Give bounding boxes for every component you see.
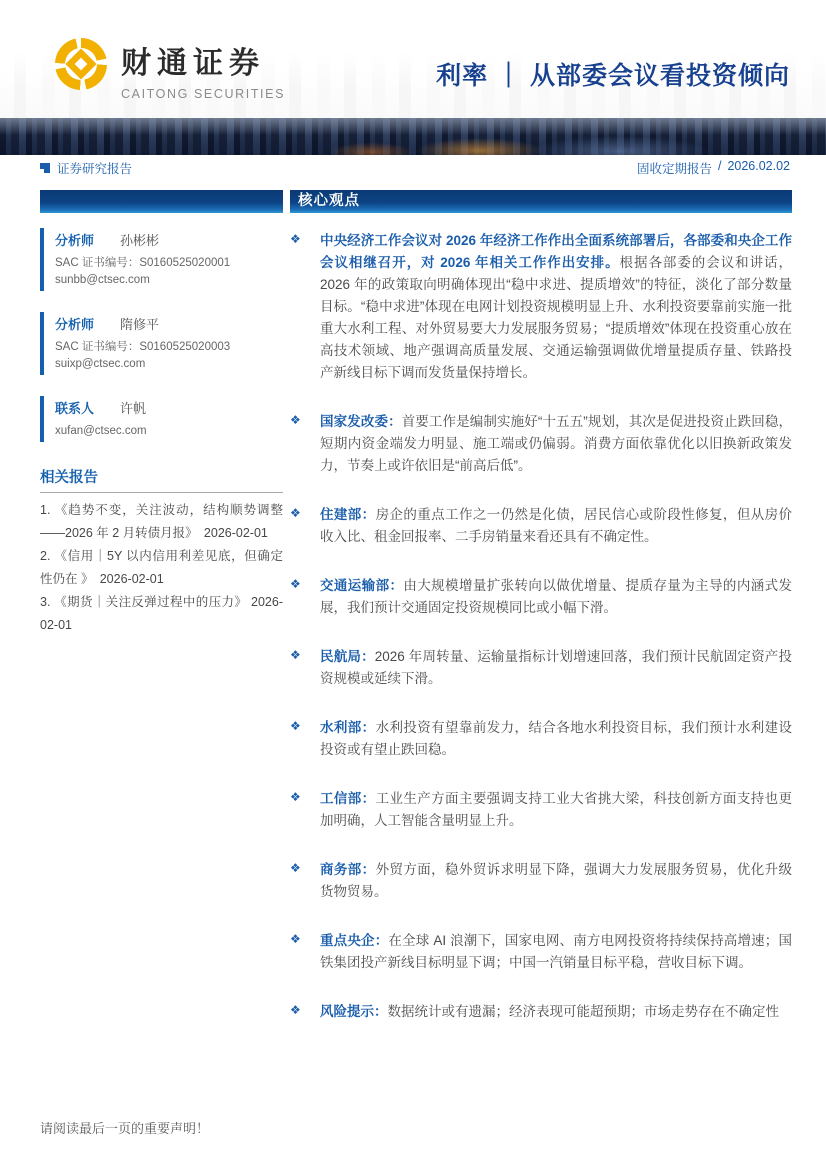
bullet-body: 2026 年周转量、运输量指标计划增速回落，我们预计民航固定资产投资规模或延续下滑。 xyxy=(320,649,792,686)
logo-text xyxy=(121,38,285,101)
bullet-soe xyxy=(290,930,792,974)
logo-name-en: CAITONG SECURITIES xyxy=(121,87,286,101)
analyst-block xyxy=(40,312,283,375)
report-date: 2026.02.02 xyxy=(727,159,790,173)
bullet-body: 根据各部委的会议和讲话，2026 年的政策取向明确体现出“稳中求进、提质增效”的特征，淡化了部分数量目标。“稳中求进”体现在电网计划投资规模明显上升、水利投资要靠前实施一批重大水利工程、对外贸易要大力发展服务贸易；“提质增效”体现在投资重心放在高技术领域、地产强调高质量发展、交通运输强调做优增量提质存量、铁路投产新线目标下调而发货量保持增长。 xyxy=(320,255,792,380)
diamond-bullet-icon: ❖ xyxy=(290,648,301,662)
analyst-block xyxy=(40,228,283,291)
bullet-water xyxy=(290,717,792,761)
date-separator: / xyxy=(717,159,722,173)
footer-disclaimer: 请阅读最后一页的重要声明！ xyxy=(40,1121,210,1136)
bullet-body: 房企的重点工作之一仍然是化债，居民信心或阶段性修复，但从房价收入比、租金回报率、二手房销量来看还具有不确定性。 xyxy=(320,507,793,544)
report-type: 固收定期报告 xyxy=(636,162,712,176)
analyst-sac: SAC 证书编号：S0160525020003 xyxy=(55,341,231,353)
bullet-miit xyxy=(290,788,792,832)
bullet-lead: 商务部： xyxy=(320,862,376,877)
related-report-link[interactable]: 1. 《趋势不变，关注波动，结构顺势调整——2026 年 2 月转债月报》 2026-02-01 xyxy=(40,503,283,540)
bullet-body: 数据统计或有遗漏；经济表现可能超预期；市场走势存在不确定性 xyxy=(387,1004,779,1019)
bullet-body: 工业生产方面主要强调支持工业大省挑大梁，科技创新方面支持也更加明确，人工智能含量明显上升。 xyxy=(320,791,793,828)
page-header xyxy=(0,0,826,118)
analyst-name: 孙彬彬 xyxy=(120,233,160,248)
bullet-risk xyxy=(290,1001,792,1023)
diamond-bullet-icon: ❖ xyxy=(290,577,301,591)
bullet-lead: 交通运输部： xyxy=(320,578,404,593)
diamond-bullet-icon: ❖ xyxy=(290,790,301,804)
sidebar xyxy=(40,228,283,637)
contact-role: 联系人 xyxy=(55,401,95,416)
report-square-icon xyxy=(40,163,50,173)
contact-email[interactable]: xufan@ctsec.com xyxy=(55,425,147,437)
report-type-date xyxy=(637,159,790,177)
bullet-ndrc xyxy=(290,411,792,477)
contact-name: 许帆 xyxy=(120,401,147,416)
related-reports xyxy=(40,466,283,637)
diamond-bullet-icon: ❖ xyxy=(290,932,301,946)
core-views-content xyxy=(290,230,792,1050)
core-views-header-bar: 核心观点 xyxy=(290,190,792,213)
diamond-bullet-icon: ❖ xyxy=(290,413,301,427)
analyst-name: 隋修平 xyxy=(120,317,160,332)
meta-row xyxy=(40,158,790,178)
report-tag-label: 证券研究报告 xyxy=(57,162,133,176)
analyst-role: 分析师 xyxy=(55,233,95,248)
bullet-body: 水利投资有望靠前发力，结合各地水利投资目标，我们预计水利建设投资或有望止跌回稳。 xyxy=(320,720,793,757)
contact-block xyxy=(40,396,283,442)
caitong-logo-icon xyxy=(55,38,107,90)
bullet-lead: 风险提示： xyxy=(320,1004,388,1019)
report-title: 利率 ｜ 从部委会议看投资倾向 xyxy=(436,62,790,90)
bullet-lead: 国家发改委： xyxy=(320,414,402,429)
bullet-lead: 工信部： xyxy=(320,791,376,806)
bullet-body: 在全球 AI 浪潮下，国家电网、南方电网投资将持续保持高增速；国铁集团投产新线目标明显下调；中国一汽销量目标平稳，营收目标下调。 xyxy=(320,933,792,970)
related-reports-title: 相关报告 xyxy=(40,466,283,493)
diamond-bullet-icon: ❖ xyxy=(290,719,301,733)
report-tag xyxy=(40,159,132,177)
diamond-bullet-icon: ❖ xyxy=(290,861,301,875)
bullet-lead: 中央经济工作会议对 2026 年经济工作作出全面系统部署后，各部委和央企工作会议相继召开，对 2026 年相关工作作出安排。 xyxy=(320,233,792,270)
bullet-lead: 水利部： xyxy=(320,720,376,735)
bullet-mofcom xyxy=(290,859,792,903)
diamond-bullet-icon: ❖ xyxy=(290,232,301,246)
logo-name-cn: 财通证券 xyxy=(121,47,265,80)
bullet-lead: 住建部： xyxy=(320,507,376,522)
sidebar-header-bar xyxy=(40,190,283,213)
related-report-link[interactable]: 3. 《期货｜关注反弹过程中的压力》 2026-02-01 xyxy=(40,595,283,632)
analyst-sac: SAC 证书编号：S0160525020001 xyxy=(55,257,231,269)
diamond-bullet-icon: ❖ xyxy=(290,506,301,520)
analyst-email[interactable]: sunbb@ctsec.com xyxy=(55,274,150,286)
analyst-role: 分析师 xyxy=(55,317,95,332)
company-logo xyxy=(55,38,285,101)
bullet-body: 由大规模增量扩张转向以做优增量、提质存量为主导的内涵式发展，我们预计交通固定投资规模同比或小幅下滑。 xyxy=(320,578,793,615)
bullet-body: 首要工作是编制实施好“十五五”规划，其次是促进投资止跌回稳，短期内资金端发力明显、施工端或仍偏弱。消费方面依靠优化以旧换新政策发力，节奏上或许依旧是“前高后低”。 xyxy=(320,414,792,473)
bullet-lead: 重点央企： xyxy=(320,933,389,948)
bullet-mohurd xyxy=(290,504,792,548)
bullet-lead: 民航局： xyxy=(320,649,375,664)
analyst-email[interactable]: suixp@ctsec.com xyxy=(55,358,146,370)
bullet-summary xyxy=(290,230,792,384)
bullet-caac xyxy=(290,646,792,690)
related-report-link[interactable]: 2. 《信用｜5Y 以内信用利差见底，但确定性仍在 》 2026-02-01 xyxy=(40,549,283,586)
diamond-bullet-icon: ❖ xyxy=(290,1003,301,1017)
bullet-body: 外贸方面，稳外贸诉求明显下降，强调大力发展服务贸易，优化升级货物贸易。 xyxy=(320,862,793,899)
bullet-transport xyxy=(290,575,792,619)
cityscape-banner-image xyxy=(0,118,826,155)
